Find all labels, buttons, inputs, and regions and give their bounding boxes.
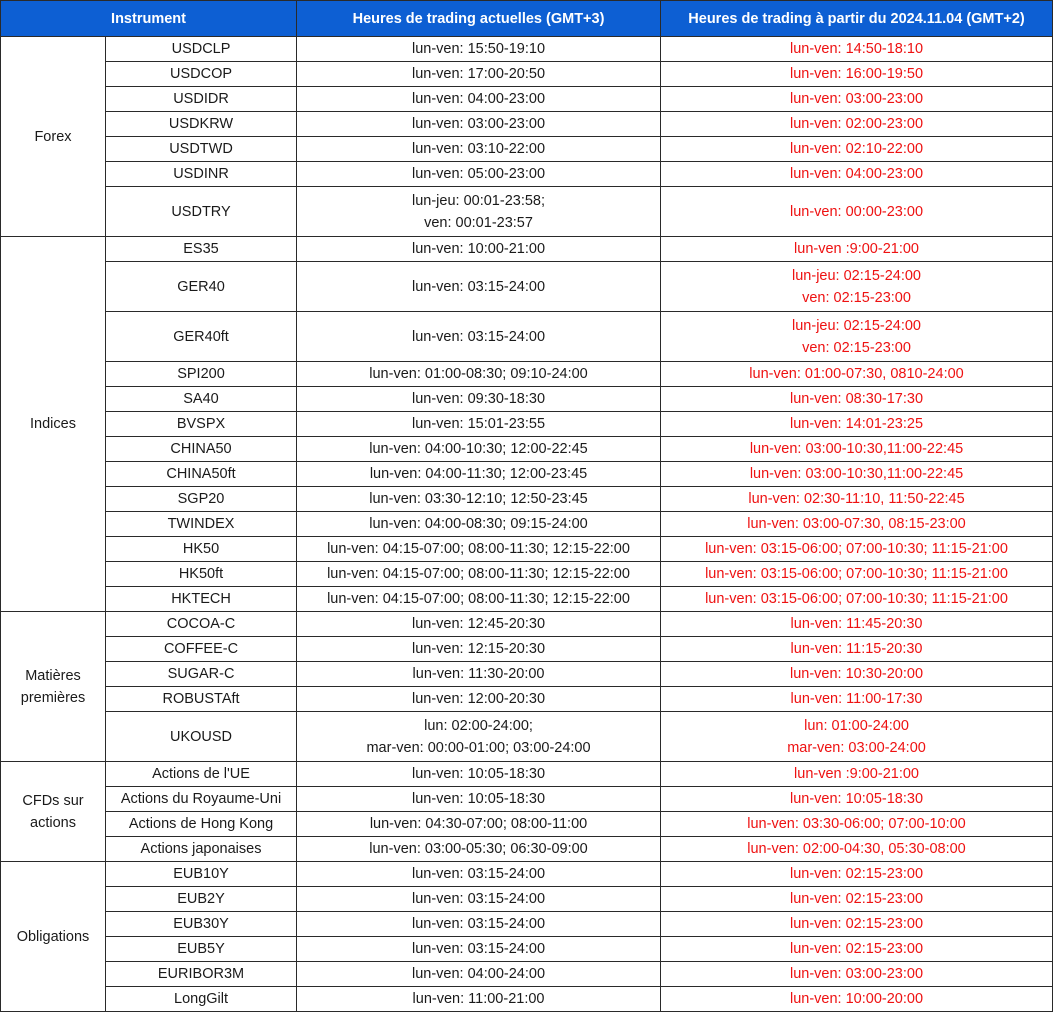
current-hours-line: lun-ven: 12:00-20:30 [412, 691, 546, 707]
new-hours-line: lun-ven: 02:00-04:30, 05:30-08:00 [747, 841, 966, 857]
current-hours-line: lun-ven: 04:30-07:00; 08:00-11:00 [369, 816, 588, 832]
new-hours-line: lun-ven: 03:00-23:00 [790, 966, 924, 982]
new-hours-cell [661, 587, 1053, 612]
current-hours-line: lun-ven: 04:00-24:00 [412, 966, 546, 982]
instrument-cell: SUGAR-C [106, 662, 297, 687]
new-hours-line: lun-ven: 16:00-19:50 [790, 66, 924, 82]
instrument-cell: COCOA-C [106, 612, 297, 637]
current-hours-cell [297, 612, 661, 637]
new-hours-line: lun-ven: 03:15-06:00; 07:00-10:30; 11:15-21:00 [705, 591, 1008, 607]
instrument-cell: COFFEE-C [106, 637, 297, 662]
table-header [1, 1, 1053, 37]
new-hours-cell [661, 912, 1053, 937]
new-hours-line: lun-ven: 02:00-23:00 [790, 116, 924, 132]
instrument-cell: LongGilt [106, 987, 297, 1012]
new-hours-line: lun-ven: 03:15-06:00; 07:00-10:30; 11:15-21:00 [705, 566, 1008, 582]
current-hours-cell [297, 562, 661, 587]
new-hours-line: lun-ven: 02:15-23:00 [790, 891, 924, 907]
current-hours-line: lun-ven: 04:00-10:30; 12:00-22:45 [369, 441, 588, 457]
table-row [1, 862, 1053, 887]
current-hours-cell [297, 987, 661, 1012]
new-hours-line: mar-ven: 03:00-24:00 [787, 739, 926, 756]
table-row [1, 462, 1053, 487]
table-body [1, 37, 1053, 1012]
current-hours-cell [297, 137, 661, 162]
new-hours-cell [661, 712, 1053, 762]
current-hours-line: lun-ven: 03:30-12:10; 12:50-23:45 [369, 491, 588, 507]
new-hours-line: lun-ven: 03:00-10:30,11:00-22:45 [749, 466, 964, 482]
new-hours-cell [661, 687, 1053, 712]
current-hours-line: lun-ven: 11:00-21:00 [412, 991, 545, 1007]
table-row [1, 362, 1053, 387]
current-hours-cell [297, 712, 661, 762]
current-hours-line: lun-ven: 12:15-20:30 [412, 641, 546, 657]
new-hours-cell [661, 112, 1053, 137]
new-hours-line: lun-ven: 02:30-11:10, 11:50-22:45 [748, 491, 965, 507]
new-hours-line: lun: 01:00-24:00 [804, 717, 909, 734]
new-hours-cell [661, 312, 1053, 362]
current-hours-cell [297, 312, 661, 362]
new-hours-line: lun-ven: 02:10-22:00 [790, 141, 924, 157]
instrument-cell: EURIBOR3M [106, 962, 297, 987]
new-hours-line: lun-ven: 10:05-18:30 [790, 791, 924, 807]
current-hours-cell [297, 962, 661, 987]
current-hours-line: lun-ven: 04:00-11:30; 12:00-23:45 [369, 466, 588, 482]
table-row [1, 312, 1053, 362]
current-hours-cell [297, 412, 661, 437]
new-hours-line: lun-ven: 02:15-23:00 [790, 916, 924, 932]
table-row [1, 812, 1053, 837]
current-hours-cell [297, 812, 661, 837]
table-row [1, 887, 1053, 912]
current-hours-line: lun-ven: 10:05-18:30 [412, 791, 546, 807]
instrument-cell: USDKRW [106, 112, 297, 137]
current-hours-cell [297, 62, 661, 87]
header-current-hours: Heures de trading actuelles (GMT+3) [297, 1, 661, 37]
new-hours-line: lun-ven: 14:50-18:10 [790, 41, 924, 57]
new-hours-line: lun-ven: 11:45-20:30 [790, 616, 923, 632]
instrument-cell: EUB2Y [106, 887, 297, 912]
table-row [1, 87, 1053, 112]
current-hours-line: lun-ven: 03:00-23:00 [412, 116, 546, 132]
new-hours-cell [661, 187, 1053, 237]
table-row [1, 562, 1053, 587]
header-new-hours: Heures de trading à partir du 2024.11.04 (GMT+2) [661, 1, 1053, 37]
instrument-cell: SA40 [106, 387, 297, 412]
table-row [1, 37, 1053, 62]
table-row [1, 787, 1053, 812]
new-hours-cell [661, 37, 1053, 62]
current-hours-line: lun-ven: 15:50-19:10 [412, 41, 546, 57]
new-hours-cell [661, 962, 1053, 987]
current-hours-cell [297, 112, 661, 137]
new-hours-cell [661, 412, 1053, 437]
current-hours-line: lun-jeu: 00:01-23:58; [412, 192, 546, 209]
table-row [1, 712, 1053, 762]
current-hours-cell [297, 687, 661, 712]
new-hours-cell [661, 887, 1053, 912]
instrument-cell: USDCLP [106, 37, 297, 62]
new-hours-line: lun-ven: 03:00-23:00 [790, 91, 924, 107]
current-hours-line: lun-ven: 03:15-24:00 [412, 916, 546, 932]
current-hours-cell [297, 262, 661, 312]
current-hours-line: lun-ven: 10:05-18:30 [412, 766, 546, 782]
current-hours-line: lun-ven: 03:15-24:00 [412, 891, 546, 907]
instrument-cell: USDTRY [106, 187, 297, 237]
instrument-cell: Actions japonaises [106, 837, 297, 862]
current-hours-line: lun-ven: 04:15-07:00; 08:00-11:30; 12:15-22:00 [327, 566, 630, 582]
table-row [1, 112, 1053, 137]
table-row [1, 387, 1053, 412]
current-hours-cell [297, 937, 661, 962]
new-hours-cell [661, 987, 1053, 1012]
new-hours-cell [661, 137, 1053, 162]
category-cell: Indices [1, 237, 106, 612]
table-row [1, 587, 1053, 612]
instrument-cell: USDINR [106, 162, 297, 187]
current-hours-line: lun-ven: 09:30-18:30 [412, 391, 546, 407]
instrument-cell: HK50ft [106, 562, 297, 587]
instrument-cell: EUB10Y [106, 862, 297, 887]
instrument-cell: HKTECH [106, 587, 297, 612]
current-hours-cell [297, 912, 661, 937]
current-hours-line: lun-ven: 11:30-20:00 [412, 666, 545, 682]
instrument-cell: BVSPX [106, 412, 297, 437]
header-row [1, 1, 1053, 37]
instrument-cell: SGP20 [106, 487, 297, 512]
current-hours-line: lun-ven: 10:00-21:00 [412, 241, 546, 257]
new-hours-line: lun-ven :9:00-21:00 [794, 766, 919, 782]
table-row [1, 937, 1053, 962]
instrument-cell: GER40ft [106, 312, 297, 362]
new-hours-cell [661, 762, 1053, 787]
table-row [1, 912, 1053, 937]
current-hours-line: lun-ven: 03:10-22:00 [412, 141, 546, 157]
current-hours-cell [297, 637, 661, 662]
new-hours-line: lun-ven: 11:00-17:30 [790, 691, 923, 707]
current-hours-cell [297, 537, 661, 562]
new-hours-cell [661, 612, 1053, 637]
instrument-cell: Actions de l'UE [106, 762, 297, 787]
table-row [1, 837, 1053, 862]
table-row [1, 662, 1053, 687]
current-hours-line: ven: 00:01-23:57 [424, 214, 533, 231]
current-hours-cell [297, 662, 661, 687]
table-row [1, 437, 1053, 462]
current-hours-line: lun-ven: 01:00-08:30; 09:10-24:00 [369, 366, 588, 382]
table-row [1, 987, 1053, 1012]
instrument-cell: SPI200 [106, 362, 297, 387]
current-hours-line: lun-ven: 15:01-23:55 [412, 416, 546, 432]
instrument-cell: ROBUSTAft [106, 687, 297, 712]
current-hours-cell [297, 187, 661, 237]
table-row [1, 512, 1053, 537]
new-hours-cell [661, 812, 1053, 837]
current-hours-cell [297, 437, 661, 462]
table-row [1, 487, 1053, 512]
new-hours-line: lun-ven: 02:15-23:00 [790, 941, 924, 957]
current-hours-cell [297, 387, 661, 412]
new-hours-cell [661, 387, 1053, 412]
table-row [1, 187, 1053, 237]
instrument-cell: Actions de Hong Kong [106, 812, 297, 837]
current-hours-cell [297, 37, 661, 62]
table-row [1, 637, 1053, 662]
current-hours-line: lun-ven: 03:15-24:00 [412, 328, 546, 345]
instrument-cell: CHINA50 [106, 437, 297, 462]
current-hours-cell [297, 862, 661, 887]
current-hours-line: lun-ven: 04:15-07:00; 08:00-11:30; 12:15-22:00 [327, 541, 630, 557]
instrument-cell: Actions du Royaume-Uni [106, 787, 297, 812]
new-hours-cell [661, 537, 1053, 562]
instrument-cell: UKOUSD [106, 712, 297, 762]
current-hours-line: lun-ven: 03:00-05:30; 06:30-09:00 [369, 841, 588, 857]
current-hours-line: lun-ven: 04:15-07:00; 08:00-11:30; 12:15-22:00 [327, 591, 630, 607]
current-hours-cell [297, 787, 661, 812]
category-cell: Matières premières [1, 612, 106, 762]
new-hours-line: lun-ven: 03:00-07:30, 08:15-23:00 [747, 516, 966, 532]
table-row [1, 612, 1053, 637]
new-hours-line: lun-ven: 10:30-20:00 [790, 666, 924, 682]
table-row [1, 262, 1053, 312]
current-hours-cell [297, 237, 661, 262]
new-hours-cell [661, 87, 1053, 112]
current-hours-cell [297, 512, 661, 537]
new-hours-line: lun-jeu: 02:15-24:00 [792, 317, 922, 334]
instrument-cell: ES35 [106, 237, 297, 262]
new-hours-line: lun-ven: 03:15-06:00; 07:00-10:30; 11:15-21:00 [705, 541, 1008, 557]
category-cell: CFDs sur actions [1, 762, 106, 862]
current-hours-cell [297, 462, 661, 487]
current-hours-line: mar-ven: 00:00-01:00; 03:00-24:00 [366, 739, 591, 756]
current-hours-line: lun-ven: 17:00-20:50 [412, 66, 546, 82]
current-hours-line: lun: 02:00-24:00; [424, 717, 533, 734]
table-row [1, 687, 1053, 712]
table-row [1, 762, 1053, 787]
instrument-cell: USDTWD [106, 137, 297, 162]
new-hours-cell [661, 362, 1053, 387]
new-hours-cell [661, 487, 1053, 512]
category-cell: Forex [1, 37, 106, 237]
new-hours-cell [661, 62, 1053, 87]
current-hours-line: lun-ven: 12:45-20:30 [412, 616, 546, 632]
new-hours-line: ven: 02:15-23:00 [802, 339, 911, 356]
new-hours-line: ven: 02:15-23:00 [802, 289, 911, 306]
instrument-cell: CHINA50ft [106, 462, 297, 487]
table-row [1, 237, 1053, 262]
category-cell: Obligations [1, 862, 106, 1012]
current-hours-cell [297, 487, 661, 512]
instrument-cell: TWINDEX [106, 512, 297, 537]
new-hours-cell [661, 937, 1053, 962]
new-hours-line: lun-ven: 03:00-10:30,11:00-22:45 [749, 441, 964, 457]
new-hours-cell [661, 162, 1053, 187]
new-hours-line: lun-ven: 11:15-20:30 [790, 641, 923, 657]
table-row [1, 137, 1053, 162]
current-hours-cell [297, 837, 661, 862]
current-hours-line: lun-ven: 03:15-24:00 [412, 278, 546, 295]
new-hours-line: lun-ven: 00:00-23:00 [790, 203, 924, 220]
current-hours-line: lun-ven: 05:00-23:00 [412, 166, 546, 182]
current-hours-line: lun-ven: 03:15-24:00 [412, 866, 546, 882]
new-hours-line: lun-ven: 02:15-23:00 [790, 866, 924, 882]
new-hours-cell [661, 662, 1053, 687]
new-hours-line: lun-ven: 03:30-06:00; 07:00-10:00 [747, 816, 966, 832]
instrument-cell: EUB30Y [106, 912, 297, 937]
current-hours-cell [297, 362, 661, 387]
new-hours-line: lun-ven :9:00-21:00 [794, 241, 919, 257]
table-row [1, 412, 1053, 437]
header-instrument: Instrument [1, 1, 297, 37]
instrument-cell: USDIDR [106, 87, 297, 112]
current-hours-line: lun-ven: 04:00-23:00 [412, 91, 546, 107]
new-hours-cell [661, 437, 1053, 462]
new-hours-cell [661, 837, 1053, 862]
new-hours-cell [661, 462, 1053, 487]
instrument-cell: HK50 [106, 537, 297, 562]
table-row [1, 537, 1053, 562]
new-hours-cell [661, 787, 1053, 812]
new-hours-cell [661, 862, 1053, 887]
table-row [1, 62, 1053, 87]
new-hours-cell [661, 262, 1053, 312]
new-hours-cell [661, 637, 1053, 662]
new-hours-line: lun-ven: 04:00-23:00 [790, 166, 924, 182]
new-hours-cell [661, 562, 1053, 587]
current-hours-line: lun-ven: 04:00-08:30; 09:15-24:00 [369, 516, 588, 532]
current-hours-line: lun-ven: 03:15-24:00 [412, 941, 546, 957]
new-hours-line: lun-ven: 01:00-07:30, 0810-24:00 [749, 366, 964, 382]
current-hours-cell [297, 762, 661, 787]
new-hours-cell [661, 512, 1053, 537]
new-hours-line: lun-jeu: 02:15-24:00 [792, 267, 922, 284]
new-hours-line: lun-ven: 14:01-23:25 [790, 416, 924, 432]
table-row [1, 962, 1053, 987]
current-hours-cell [297, 87, 661, 112]
instrument-cell: GER40 [106, 262, 297, 312]
new-hours-cell [661, 237, 1053, 262]
instrument-cell: USDCOP [106, 62, 297, 87]
table-row [1, 162, 1053, 187]
current-hours-cell [297, 162, 661, 187]
current-hours-cell [297, 587, 661, 612]
instrument-cell: EUB5Y [106, 937, 297, 962]
new-hours-line: lun-ven: 08:30-17:30 [790, 391, 924, 407]
current-hours-cell [297, 887, 661, 912]
new-hours-line: lun-ven: 10:00-20:00 [790, 991, 924, 1007]
